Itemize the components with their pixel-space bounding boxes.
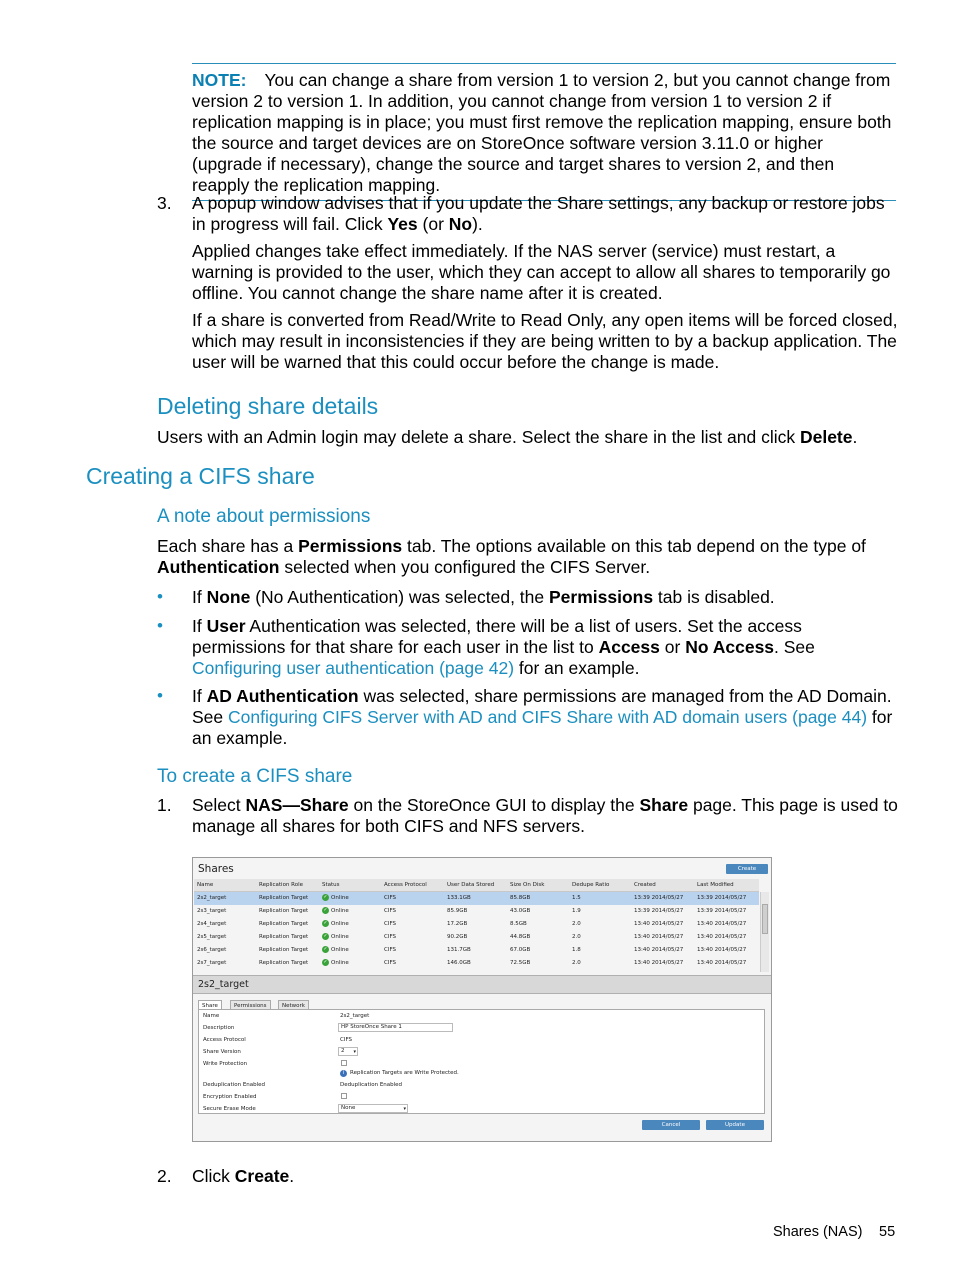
cell: 2s5_target [197, 934, 227, 940]
step-number: 2. [157, 1166, 172, 1186]
text-run: If [192, 616, 207, 636]
cell: 85.8GB [510, 895, 531, 901]
cell: CIFS [384, 921, 397, 927]
column-header[interactable]: Created [634, 882, 656, 888]
cell: 13:40 2014/05/27 [634, 947, 684, 953]
cell: Replication Target [259, 908, 309, 914]
bold-none: None [206, 587, 251, 607]
cell: 13:40 2014/05/27 [634, 960, 684, 966]
bold-yes: Yes [387, 214, 418, 234]
text-run: If [192, 686, 207, 706]
cell: 13:40 2014/05/27 [634, 934, 684, 940]
bullet-none [192, 587, 898, 608]
status-text: Online [331, 895, 349, 901]
status-text: Online [331, 921, 349, 927]
tab-share[interactable]: Share [198, 1000, 222, 1010]
cell: 13:40 2014/05/27 [697, 947, 747, 953]
cell: Replication Target [259, 934, 309, 940]
online-check-icon: ✓ [323, 894, 328, 900]
text-run: Select [192, 795, 246, 815]
cell: CIFS [384, 908, 397, 914]
bullet-icon: • [157, 686, 163, 705]
text-run: ). [472, 214, 483, 234]
column-header[interactable]: Last Modified [697, 882, 734, 888]
column-header[interactable]: Name [197, 882, 214, 888]
protocol-value: CIFS [340, 1037, 353, 1043]
chevron-down-icon: ▾ [353, 1049, 356, 1055]
text-run: . See [774, 637, 815, 657]
table-row[interactable] [194, 918, 759, 931]
text-run: Each share has a [157, 536, 299, 556]
write-protection-checkbox[interactable] [341, 1060, 347, 1066]
bold-no: No [448, 214, 473, 234]
online-check-icon: ✓ [323, 959, 328, 965]
cell: CIFS [384, 947, 397, 953]
cell: 2s4_target [197, 921, 227, 927]
note-text: You can change a share from version 1 to version 2, but you cannot change from version 2 to version 1. In addition, you cannot change from version 1 to version 2 if replication mapping is in place; you must first remove the replication mapping, ensure both the source and target devices are on StoreOnce software version 3.11.0 or higher (upgrade if necessary), change the source and target shares to version 2, and then reapply the replication mapping. [192, 70, 892, 195]
table-row[interactable] [194, 931, 759, 944]
column-header[interactable]: Dedupe Ratio [572, 882, 610, 888]
cell: 146.0GB [447, 960, 471, 966]
cell: 67.0GB [510, 947, 531, 953]
cell: 13:39 2014/05/27 [634, 908, 684, 914]
online-check-icon: ✓ [323, 907, 328, 913]
version-label: Share Version [203, 1049, 241, 1055]
cell: 1.9 [572, 908, 581, 914]
text-run: Click [192, 1166, 235, 1186]
protocol-label: Access Protocol [203, 1037, 246, 1043]
text-run: . [852, 427, 858, 447]
text-run: tab. The options available on this tab depend on the type of [402, 536, 866, 556]
cell: Replication Target [259, 895, 309, 901]
link-user-authentication[interactable]: Configuring user authentication (page 42) [192, 658, 515, 678]
deleting-heading: Deleting share details [157, 393, 379, 419]
bold-permissions: Permissions [548, 587, 654, 607]
status-cell [322, 931, 349, 944]
create-button[interactable]: Create [726, 864, 768, 874]
cell: Replication Target [259, 947, 309, 953]
text-run: for an example. [514, 658, 640, 678]
text-run: tab is disabled. [653, 587, 775, 607]
text-run: was selected, share permissions are managed from the AD Domain. See [192, 686, 892, 727]
cell: 2.0 [572, 960, 581, 966]
text-run: Users with an Admin login may delete a share. Select the share in the list and click [157, 427, 800, 447]
bullet-icon: • [157, 616, 163, 635]
footer-section: Shares (NAS) [773, 1224, 863, 1240]
table-header [194, 879, 759, 892]
status-text: Online [331, 960, 349, 966]
bold-no-access: No Access [685, 637, 775, 657]
encryption-label: Encryption Enabled [203, 1094, 257, 1100]
bold-nas-share: NAS—Share [245, 795, 349, 815]
cell: 2s6_target [197, 947, 227, 953]
status-text: Online [331, 908, 349, 914]
cell: 1.5 [572, 895, 581, 901]
cell: 2.0 [572, 921, 581, 927]
permissions-heading: A note about permissions [157, 506, 371, 527]
cell: 131.7GB [447, 947, 471, 953]
column-header[interactable]: Status [322, 882, 340, 888]
page-number: 55 [879, 1224, 896, 1240]
text-run: . [289, 1166, 295, 1186]
note-box [192, 63, 896, 201]
cell: Replication Target [259, 921, 309, 927]
cell: 13:40 2014/05/27 [697, 921, 747, 927]
bold-user: User [206, 616, 246, 636]
cell: 13:39 2014/05/27 [634, 895, 684, 901]
bullet-ad [192, 686, 898, 749]
step2-text [192, 1166, 898, 1187]
cell: 13:39 2014/05/27 [697, 908, 747, 914]
step3-paragraph-2: Applied changes take effect immediately. If the NAS server (service) must restart, a warning is provided to the user, which they can accept to allow all shares to temporarily go offline. You cannot change the share name after it is created. [192, 241, 891, 303]
cell: 13:40 2014/05/27 [697, 960, 747, 966]
shares-screenshot [192, 857, 772, 1142]
share-form [198, 1009, 765, 1114]
text-run: Authentication was selected, there will be a list of users. Set the access permissions for that share for each user in the list to [192, 616, 802, 657]
cell: 72.5GB [510, 960, 531, 966]
cell: 17.2GB [447, 921, 468, 927]
erase-select[interactable] [338, 1104, 408, 1113]
version-value: 2 [341, 1048, 345, 1054]
cell: 13:39 2014/05/27 [697, 895, 747, 901]
write-info-text: Replication Targets are Write Protected. [350, 1070, 459, 1076]
column-header[interactable]: User Data Stored [447, 882, 495, 888]
table-row[interactable] [194, 944, 759, 957]
name-value: 2s2_target [340, 1013, 370, 1019]
cell: 133.1GB [447, 895, 471, 901]
status-cell [322, 944, 349, 957]
bold-ad-authentication: AD Authentication [206, 686, 359, 706]
bullet-user [192, 616, 898, 679]
cell: 13:40 2014/05/27 [634, 921, 684, 927]
column-header[interactable]: Replication Role [259, 882, 304, 888]
cancel-button[interactable]: Cancel [642, 1120, 700, 1130]
dedupe-label: Deduplication Enabled [203, 1082, 266, 1088]
cell: 43.0GB [510, 908, 531, 914]
cell: CIFS [384, 960, 397, 966]
status-cell [322, 905, 349, 918]
dedupe-value: Deduplication Enabled [340, 1082, 403, 1088]
scrollbar-thumb[interactable] [762, 904, 768, 934]
status-cell [322, 918, 349, 931]
status-text: Online [331, 934, 349, 940]
step-number: 1. [157, 795, 172, 815]
step-number: 3. [157, 193, 172, 213]
bold-delete: Delete [799, 427, 853, 447]
tocreate-heading: To create a CIFS share [157, 766, 353, 787]
text-run: or [659, 637, 686, 657]
tab-network-paths[interactable]: Network [278, 1000, 309, 1010]
status-text: Online [331, 947, 349, 953]
table-row[interactable] [194, 905, 759, 918]
bold-share: Share [639, 795, 689, 815]
erase-value: None [341, 1105, 356, 1111]
cell: CIFS [384, 934, 397, 940]
bold-create: Create [234, 1166, 290, 1186]
write-info [340, 1070, 459, 1077]
online-check-icon: ✓ [323, 920, 328, 926]
name-label: Name [203, 1013, 220, 1019]
table-row[interactable] [194, 957, 759, 970]
table-scrollbar[interactable] [760, 892, 769, 972]
step3-text [192, 193, 898, 235]
text-run: A popup window advises that if you update the Share settings, any backup or restore jobs in progress will fail. Click [192, 193, 885, 234]
cell: 8.5GB [510, 921, 527, 927]
column-header[interactable]: Size On Disk [510, 882, 545, 888]
update-button[interactable]: Update [706, 1120, 764, 1130]
text-run: on the StoreOnce GUI to display the [348, 795, 640, 815]
write-label: Write Protection [203, 1061, 248, 1067]
online-check-icon: ✓ [323, 933, 328, 939]
shares-title: Shares [198, 863, 234, 875]
bold-authentication: Authentication [157, 557, 280, 577]
column-header[interactable]: Access Protocol [384, 882, 427, 888]
step1-text [192, 795, 898, 837]
detail-title: 2s2_target [198, 979, 249, 990]
cell: 90.2GB [447, 934, 468, 940]
tab-permissions[interactable]: Permissions [230, 1000, 271, 1010]
erase-label: Secure Erase Mode [203, 1106, 256, 1112]
online-check-icon: ✓ [323, 946, 328, 952]
bold-access: Access [598, 637, 660, 657]
description-value: HP StoreOnce Share 1 [341, 1024, 402, 1030]
link-cifs-ad[interactable]: Configuring CIFS Server with AD and CIFS Share with AD domain users (page 44) [228, 707, 868, 727]
encryption-checkbox[interactable] [341, 1093, 347, 1099]
bullet-icon: • [157, 587, 163, 606]
description-input[interactable] [338, 1023, 453, 1032]
text-run: (No Authentication) was selected, the [250, 587, 549, 607]
version-select[interactable] [338, 1047, 358, 1056]
status-cell [322, 892, 349, 905]
deleting-text [157, 427, 897, 448]
info-icon: i [340, 1070, 347, 1077]
cell: 2s2_target [197, 895, 227, 901]
cell: CIFS [384, 895, 397, 901]
permissions-text [157, 536, 897, 578]
text-run: (or [417, 214, 449, 234]
table-row[interactable] [194, 892, 759, 905]
cell: 85.9GB [447, 908, 468, 914]
text-run: for an example. [192, 707, 893, 748]
cell: Replication Target [259, 960, 309, 966]
description-label: Description [203, 1025, 235, 1031]
creating-heading: Creating a CIFS share [86, 463, 315, 489]
cell: 44.8GB [510, 934, 531, 940]
text-run: selected when you configured the CIFS Server. [279, 557, 651, 577]
text-run: page. This page is used to manage all shares for both CIFS and NFS servers. [192, 795, 898, 836]
cell: 1.8 [572, 947, 581, 953]
cell: 2.0 [572, 934, 581, 940]
step3-paragraph-3: If a share is converted from Read/Write to Read Only, any open items will be forced closed, which may result in inconsistencies if they are being written to by a backup application. The user will be warned that this could occur before the change is made. [192, 310, 898, 372]
status-cell [322, 957, 349, 970]
bold-permissions: Permissions [298, 536, 403, 556]
cell: 2s3_target [197, 908, 227, 914]
chevron-down-icon: ▾ [403, 1106, 406, 1112]
detail-header [193, 975, 771, 994]
cell: 2s7_target [197, 960, 227, 966]
cell: 13:40 2014/05/27 [697, 934, 747, 940]
note-label: NOTE: [192, 70, 247, 90]
text-run: If [192, 587, 207, 607]
